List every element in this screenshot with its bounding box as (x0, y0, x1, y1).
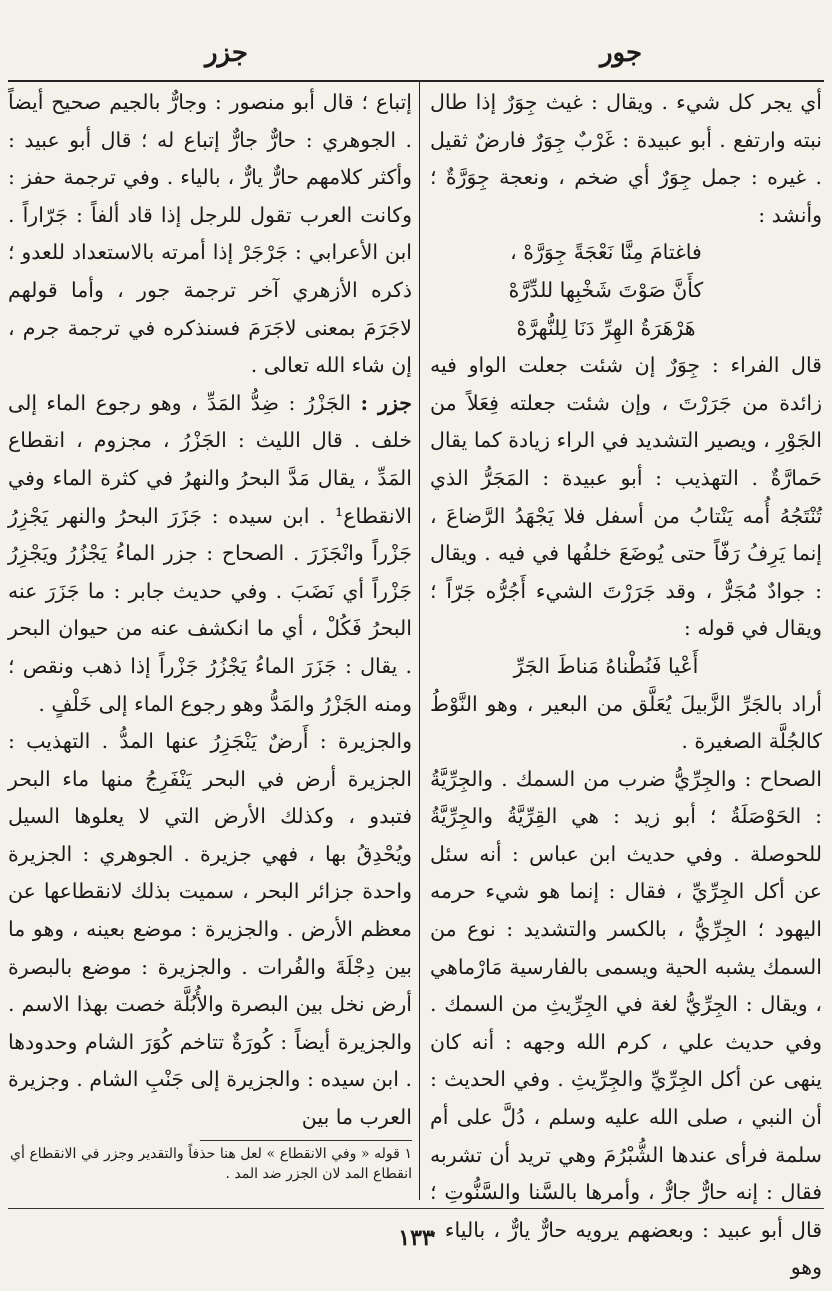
paragraph: إتباع ؛ قال أبو منصور : وجارٌّ بالجيم صحيح أيضاً . الجوهري : حارٌّ جارٌّ إتباع له ؛ قال أبو عبيد : وأكثر كلامهم حارٌّ يارٌّ ، بالياء . وفي ترجمة حفز : وكانت العرب تقول للرجل إذا قاد ألفاً : جَرّاراً . ابن الأعرابي : جَرْجَرْ إذا أمرته بالاستعداد للعدو ؛ ذكره الأزهري آخر ترجمة جور ، وأما قولهم لاجَرَمَ بمعنى لاجَرَمَ فسنذكره في ترجمة جرم ، إن شاء الله تعالى . (8, 90, 412, 378)
paragraph: الصحاح : والجِرِّيُّ ضرب من السمك . والجِرِّيَّةُ : الحَوْصَلَةُ ؛ أبو زيد : هي القِرِّيَّةُ والجِرِّيَّةُ للحوصلة . وفي حديث ابن عباس : أنه سئل عن أكل الجِرِّيِّ ، فقال : إنما هو شيء حرمه اليهود ؛ الجِرِّيُّ ، بالكسر والتشديد : نوع من السمك يشبه الحية ويسمى بالفارسية مَارْماهي ، ويقال : الجِرِّيُّ لغة في الجِرِّيثِ من السمك . وفي حديث علي ، كرم الله وجهه : أنه كان ينهى عن أكل الجِرِّيِّ والجِرِّيثِ . وفي الحديث : أن النبي ، صلى الله عليه وسلم ، دُلَّ على أم سلمة فرأى عندها الشُّبْرُمَ وهي تريد أن تشربه فقال : إنه حارٌّ جارٌّ ، وأمرها بالسَّنا والسَّنُّوتِ ؛ قال أبو عبيد : وبعضهم يرويه حارٌّ يارٌّ ، بالياء ، وهو (430, 766, 822, 1280)
verse-block (430, 234, 822, 347)
running-head-left: جزر (205, 38, 248, 68)
page-number: ١٣٣ (398, 1225, 434, 1251)
right-column (430, 84, 822, 1280)
paragraph: أراد بالجَرِّ الزَّبيلَ يُعَلَّق من البعير ، وهو النَّوْطُ كالجُلَّة الصغيرة . (430, 691, 822, 754)
header-rule (8, 80, 824, 82)
running-head-right: جور (600, 38, 643, 68)
footer-rule (8, 1208, 824, 1209)
paragraph: والجزيرة : أَرضٌ يَنْجَزِرُ عنها المدُّ . التهذيب : الجزيرة أرض في البحر يَنْفَرِجُ منها ماء البحر فتبدو ، وكذلك الأرض التي لا يعلوها السيل ويُحْدِقُ بها ، فهي جزيرة . الجوهري : الجزيرة واحدة جزائر البحر ، سميت بذلك لانقطاعها عن معظم الأرض . والجزيرة : موضع بعينه ، وهو ما بين دِجْلَةَ والفُرات . والجزيرة : موضع بالبصرة أرض نخل بين البصرة والأُبُلَّة خصت بهذا الاسم . والجزيرة أيضاً : كُورَةٌ تتاخم كُوَرَ الشام وحدودها . ابن سيده : والجزيرة إلى جَنْبِ الشام . وجزيرة العرب ما بين (8, 729, 412, 1130)
entry-paragraph (8, 385, 412, 723)
column-divider (419, 82, 420, 1200)
left-column (8, 84, 412, 1199)
footnote-rule (200, 1140, 412, 1141)
paragraph: قال الفراء : جِوَرٌ إن شئت جعلت الواو فيه زائدة من جَرَرْتَ ، وإن شئت جعلته فِعَلاً من الجَوْرِ ، ويصير التشديد في الراء زيادة كما يقال حَمارَّةٌ . التهذيب : أبو عبيدة : المَجَرُّ الذي تُنْتَجُهُ أُمه يَنْتابُ من أسفل فلا يَجْهَدُ الرَّضاعَ ، إنما يَرِفُ رَفّاً حتى يُوضَعَ خلفُها في فيه . ويقال : جوادٌ مُجَرٌّ ، وقد جَرَرْتَ الشيء أَجُرُّه جَرّاً ؛ ويقال في قوله : (430, 353, 822, 641)
entry-text: الجَزْرُ : ضِدُّ المَدِّ ، وهو رجوع الماء إلى خلف . قال الليث : الجَزْرُ ، مجزوم ، انقطاع المَدِّ ، يقال مَدَّ البحرُ والنهرُ في كثرة الماء وفي الانقطاع¹ . ابن سيده : جَزَرَ البحرُ والنهر يَجْزِرُ جَزْراً وانْجَزَرَ . الصحاح : جزر الماءُ يَجْزُرُ ويَجْزِرُ جَزْراً أي نَضَبَ . وفي حديث جابر : ما جَزَرَ عنه البحرُ فَكُلْ ، أي ما انكشف عنه من حيوان البحر . يقال : جَزَرَ الماءُ يَجْزُرُ جَزْراً إذا ذهب ونقص ؛ ومنه الجَزْرُ والمَدُّ وهو رجوع الماء إلى خَلْفٍ . (8, 390, 412, 716)
footnote: ١ قوله « وفي الانقطاع » لعل هنا حذفاً والتقدير وجزر في الانقطاع أي انقطاع المد لان الجزر ضد المد . (10, 1146, 412, 1182)
paragraph: أي يجر كل شيء . ويقال : غيث جِوَرٌ إذا طال نبته وارتفع . أبو عبيدة : غَرْبٌ جِوَرٌ فارضٌ ثقيل . غيره : جمل جِوَرٌ أي ضخم ، ونعجة جِوَرَّةٌ ؛ وأنشد : (430, 90, 822, 227)
verse-line: فاغتامَ مِنَّا نَعْجَةً جِوَرَّهْ ، (510, 240, 702, 265)
verse-line: أَعْيا فَنُطْناهُ مَناطَ الجَرِّ (513, 653, 699, 678)
verse-block (430, 648, 822, 686)
verse-line: كأَنَّ صَوْتَ شَخْبِها للدِّرَّهْ (508, 277, 704, 302)
entry-headword: جزر : (360, 390, 412, 415)
verse-line: هَرْهَرَةُ الهِرِّ دَنَا لِلنُّهرَّهْ (516, 315, 696, 340)
